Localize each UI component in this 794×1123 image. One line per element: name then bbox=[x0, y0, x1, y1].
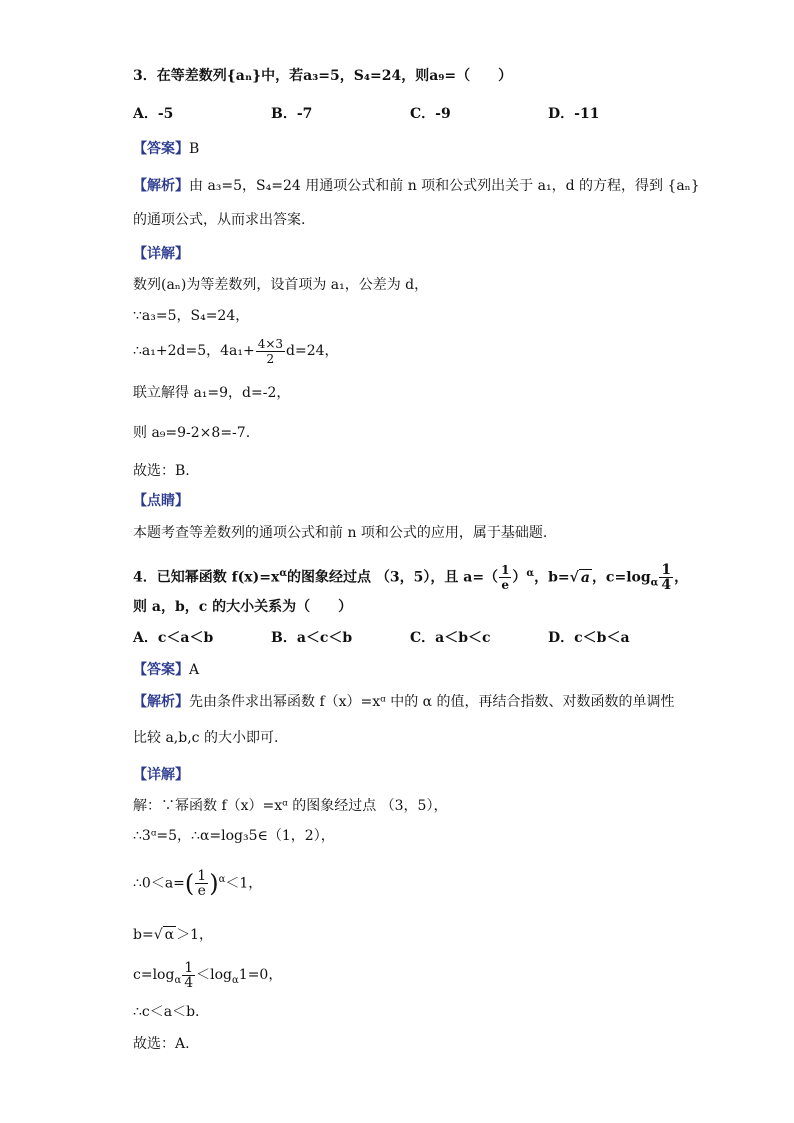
q4-frac1-num: 1 bbox=[501, 563, 510, 578]
q4-q-a: 4．已知幂函数 f(x)=x bbox=[133, 569, 280, 586]
q4-frac-1-e bbox=[499, 563, 511, 592]
q4-q-c: ） bbox=[512, 569, 527, 586]
q4-frac2-num: 1 bbox=[661, 562, 672, 579]
q4-detail-4 bbox=[133, 925, 213, 945]
q3-fraction-den: 2 bbox=[266, 351, 275, 366]
q4-q-d: ，b= bbox=[534, 569, 570, 586]
q4-detail-2: ∴3ᵅ=5，∴α=log₃5∈（1，2）， bbox=[133, 828, 335, 844]
q3-option-b: B．-7 bbox=[271, 106, 313, 122]
q4-detail-5-a: c=log bbox=[133, 967, 175, 983]
q3-analysis-line2: 的通项公式，从而求出答案. bbox=[133, 212, 306, 228]
q3-option-c: C．-9 bbox=[410, 106, 451, 122]
q4-detail-3-b: ＜1， bbox=[225, 875, 263, 892]
q4-detail-3-a: ∴0＜a= bbox=[133, 875, 185, 892]
q3-answer: B bbox=[189, 141, 200, 157]
q4-alpha-sup2: α bbox=[526, 568, 535, 579]
q4-question-line1 bbox=[133, 556, 688, 601]
q4-option-d: D．c＜b＜a bbox=[548, 630, 630, 646]
q3-fraction-num: 4×3 bbox=[257, 336, 284, 351]
q3-detail-tag: 【详解】 bbox=[133, 246, 189, 262]
q3-analysis-line1 bbox=[133, 176, 700, 196]
q4-detail-log-base-2: α bbox=[232, 974, 239, 986]
q4-option-c: C．a＜b＜c bbox=[410, 630, 491, 646]
q4-alpha-sup: α bbox=[279, 568, 288, 579]
left-paren: ( bbox=[184, 869, 195, 898]
q4-detail-log-base: α bbox=[174, 974, 182, 986]
q4-detail-alpha-sup: α bbox=[218, 874, 226, 885]
q3-comment: 本题考查等差数列的通项公式和前 n 项和公式的应用，属于基础题. bbox=[133, 525, 548, 541]
q4-detail-frac-1-4 bbox=[182, 961, 195, 990]
q4-detail-frac2-num: 1 bbox=[184, 959, 194, 976]
sqrt-icon-2: √ bbox=[153, 927, 163, 943]
q4-detail-1: 解：∵幂函数 f（x）=xᵅ 的图象经过点 （3，5）， bbox=[133, 798, 448, 814]
q3-fraction bbox=[256, 337, 285, 366]
q4-detail-3 bbox=[133, 858, 262, 906]
q3-option-d: D．-11 bbox=[548, 106, 600, 122]
q3-answer-line bbox=[133, 139, 199, 159]
q4-detail-tag: 【详解】 bbox=[133, 767, 189, 783]
q4-analysis-text1: 先由条件求出幂函数 f（x）=xᵅ 中的 α 的值，再结合指数、对数函数的单调性 bbox=[189, 694, 675, 710]
q4-detail-frac-den: e bbox=[197, 883, 206, 900]
q3-answer-tag: 【答案】 bbox=[133, 141, 189, 157]
q3-analysis-text1: 由 a₃=5，S₄=24 用通项公式和前 n 项和公式列出关于 a₁，d 的方程，得到 {aₙ} bbox=[189, 178, 700, 194]
q4-log-base: α bbox=[650, 577, 659, 589]
q4-q-f: ， bbox=[674, 569, 689, 586]
q4-detail-7: 故选：A. bbox=[133, 1036, 190, 1052]
q3-analysis-tag: 【解析】 bbox=[133, 178, 189, 194]
q3-detail-3 bbox=[133, 336, 339, 366]
q4-detail-5-c: 1=0， bbox=[238, 967, 283, 983]
q4-detail-5 bbox=[133, 958, 282, 998]
right-paren: ) bbox=[209, 869, 219, 898]
q4-detail-frac2-den: 4 bbox=[184, 974, 194, 991]
q3-option-a: A．-5 bbox=[133, 106, 174, 122]
q4-detail-5-b: ＜log bbox=[196, 967, 233, 983]
q4-sqrt-a: a bbox=[580, 569, 590, 586]
q3-question: 3．在等差数列{aₙ}中，若a₃=5，S₄=24，则a₉=（ ） bbox=[133, 68, 513, 84]
q4-detail-4-a: b= bbox=[133, 927, 154, 943]
q4-option-b: B．a＜c＜b bbox=[271, 630, 353, 646]
q4-detail-4-b: ＞1， bbox=[176, 927, 214, 943]
q4-answer-line bbox=[133, 660, 199, 680]
q3-detail-4: 联立解得 a₁=9，d=-2， bbox=[133, 385, 291, 401]
q4-analysis-tag: 【解析】 bbox=[133, 694, 189, 710]
q4-option-a: A．c＜a＜b bbox=[133, 630, 214, 646]
q4-frac-1-4 bbox=[659, 563, 673, 592]
q3-detail-5: 则 a₉=9-2×8=-7. bbox=[133, 425, 251, 441]
q4-answer-tag: 【答案】 bbox=[133, 662, 189, 678]
q4-sqrt-alpha: α bbox=[164, 927, 175, 943]
q4-detail-frac bbox=[195, 869, 208, 898]
q3-detail-1: 数列(aₙ)为等差数列，设首项为 a₁，公差为 d， bbox=[133, 277, 429, 293]
q3-detail-3-b: d=24， bbox=[286, 343, 339, 359]
q3-detail-2: ∵a₃=5，S₄=24， bbox=[133, 308, 250, 324]
q4-analysis-line2: 比较 a,b,c 的大小即可. bbox=[133, 730, 279, 746]
sqrt-icon: √ bbox=[569, 569, 579, 586]
q4-detail-frac-num: 1 bbox=[197, 868, 207, 885]
q4-detail-6: ∴c＜a＜b. bbox=[133, 1004, 200, 1020]
q4-q-b: 的图象经过点 （3，5），且 a=（ bbox=[287, 569, 499, 586]
q4-frac1-den: e bbox=[501, 578, 510, 593]
q4-analysis-line1 bbox=[133, 692, 675, 712]
q4-answer: A bbox=[189, 662, 200, 678]
q4-frac2-den: 4 bbox=[661, 577, 672, 594]
q3-detail-6: 故选：B. bbox=[133, 463, 190, 479]
q4-q-e: ，c=log bbox=[591, 569, 651, 586]
q3-comment-tag: 【点睛】 bbox=[133, 493, 189, 509]
q4-question-line2: 则 a，b，c 的大小关系为（ ） bbox=[133, 599, 353, 615]
q3-detail-3-a: ∴a₁+2d=5，4a₁+ bbox=[133, 343, 255, 359]
